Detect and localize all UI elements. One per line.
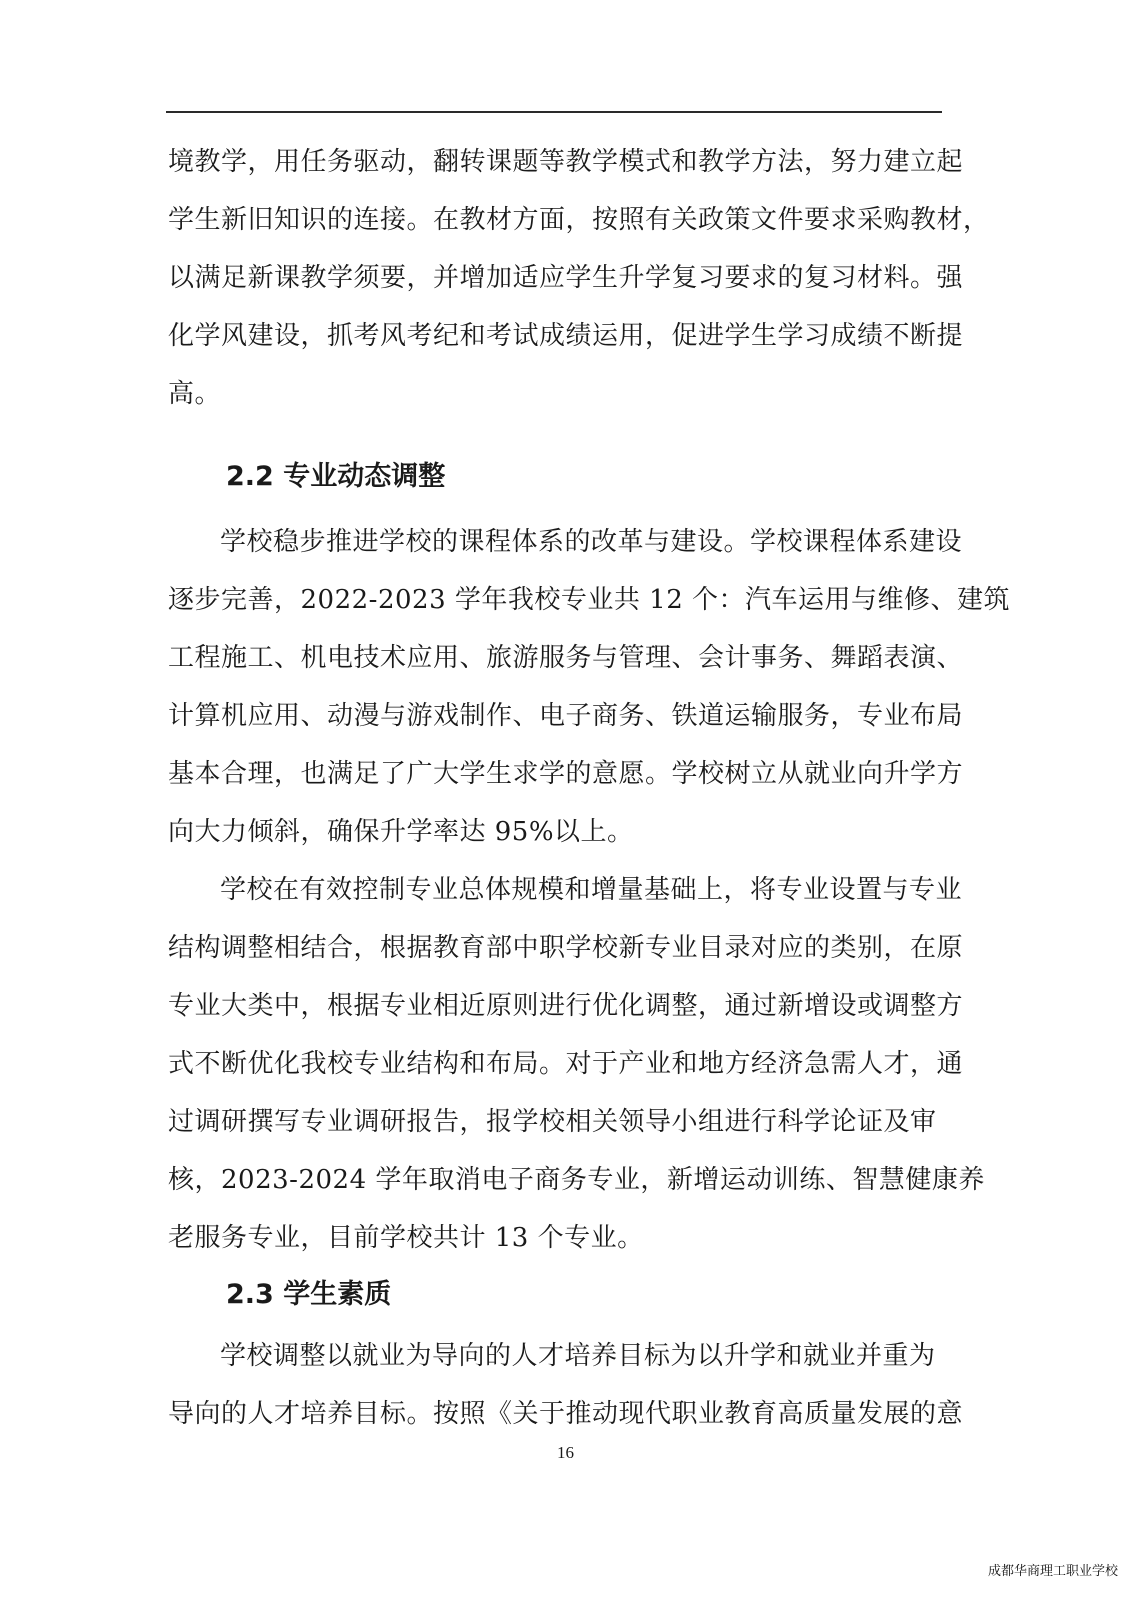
- page-number: 16: [557, 1443, 574, 1462]
- s22-p1-line-3: 工程施工、机电技术应用、旅游服务与管理、会计事务、舞蹈表演、: [168, 643, 964, 673]
- s22-p2-line-1: 学校在有效控制专业总体规模和增量基础上，将专业设置与专业: [220, 875, 963, 905]
- s22-p1-line-5: 基本合理，也满足了广大学生求学的意愿。学校树立从就业向升学方: [168, 759, 964, 789]
- s22-p1-line-4: 计算机应用、动漫与游戏制作、电子商务、铁道运输服务，专业布局: [168, 701, 964, 731]
- s22-p2-line-6: 核，2023-2024 学年取消电子商务专业，新增运动训练、智慧健康养: [168, 1165, 985, 1195]
- s22-p1-line-2: 逐步完善，2022-2023 学年我校专业共 12 个：汽车运用与维修、建筑: [168, 585, 1010, 615]
- s23-p1-line-2: 导向的人才培养目标。按照《关于推动现代职业教育高质量发展的意: [168, 1399, 964, 1429]
- s22-p2-line-4: 式不断优化我校专业结构和布局。对于产业和地方经济急需人才，通: [168, 1049, 964, 1079]
- intro-line-5: 高。: [168, 379, 222, 409]
- intro-line-2: 学生新旧知识的连接。在教材方面，按照有关政策文件要求采购教材，: [168, 205, 990, 235]
- intro-line-3: 以满足新课教学须要，并增加适应学生升学复习要求的复习材料。强: [168, 263, 964, 293]
- header-rule: [166, 111, 942, 113]
- s22-p2-line-5: 过调研撰写专业调研报告，报学校相关领导小组进行科学论证及审: [168, 1107, 937, 1137]
- s22-p2-line-3: 专业大类中，根据专业相近原则进行优化调整，通过新增设或调整方: [168, 991, 964, 1021]
- intro-line-4: 化学风建设，抓考风考纪和考试成绩运用，促进学生学习成绩不断提: [168, 321, 964, 351]
- s22-p2-line-7: 老服务专业，目前学校共计 13 个专业。: [168, 1223, 644, 1253]
- footer-school-name: 成都华商理工职业学校: [987, 1564, 1118, 1579]
- intro-line-1: 境教学，用任务驱动，翻转课题等教学模式和教学方法，努力建立起: [168, 147, 964, 177]
- s23-p1-line-1: 学校调整以就业为导向的人才培养目标为以升学和就业并重为: [220, 1341, 936, 1371]
- s22-p2-line-2: 结构调整相结合，根据教育部中职学校新专业目录对应的类别，在原: [168, 933, 964, 963]
- s22-p1-line-1: 学校稳步推进学校的课程体系的改革与建设。学校课程体系建设: [220, 527, 963, 557]
- s22-p1-line-6: 向大力倾斜，确保升学率达 95%以上。: [168, 817, 634, 847]
- section-heading-2-3: 2.3 学生素质: [226, 1279, 392, 1310]
- section-heading-2-2: 2.2 专业动态调整: [226, 461, 446, 492]
